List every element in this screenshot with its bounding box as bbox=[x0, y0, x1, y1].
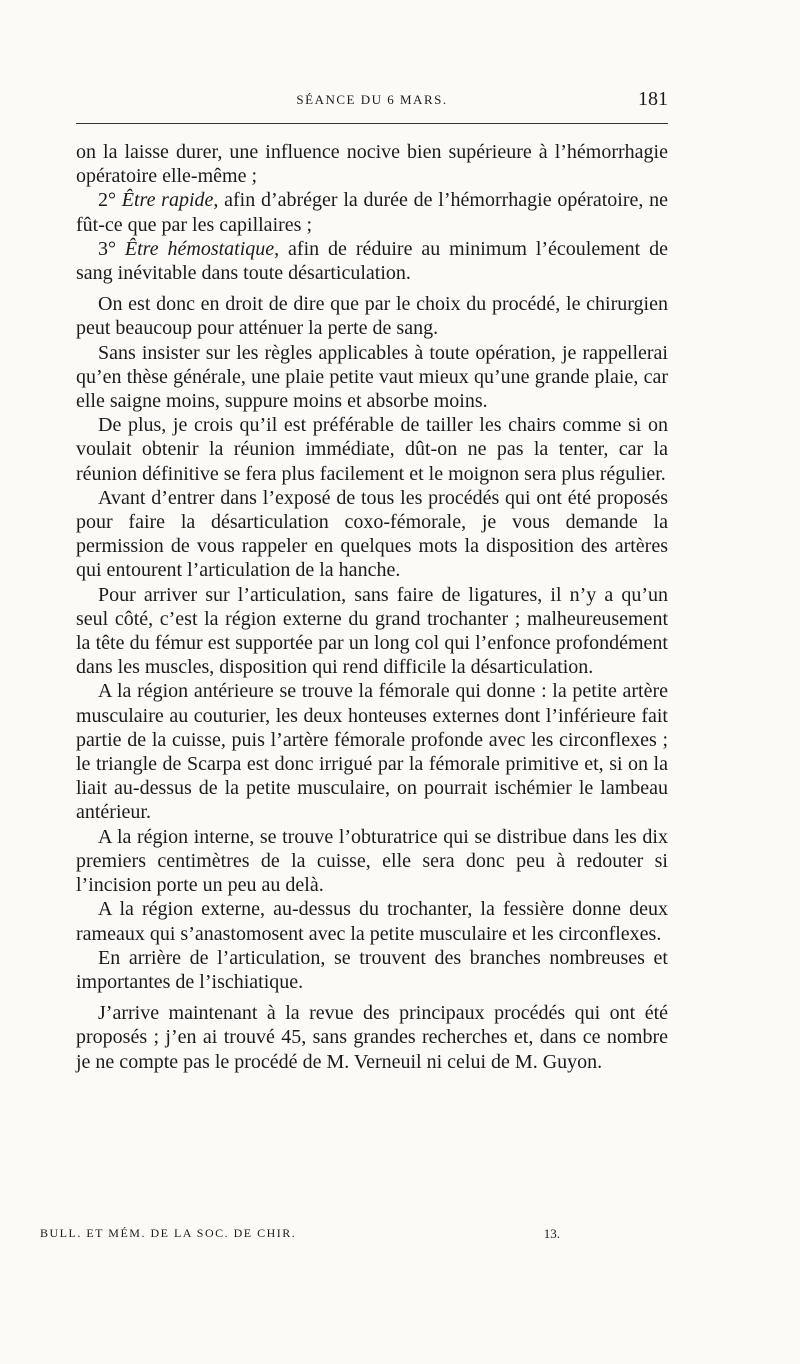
emphasis: Être hémostatique bbox=[124, 237, 275, 260]
header-rule bbox=[76, 123, 668, 124]
list-number: 3° bbox=[98, 237, 125, 260]
page-footer bbox=[40, 1226, 560, 1241]
journal-title: BULL. ET MÉM. DE LA SOC. DE CHIR. bbox=[40, 1226, 297, 1240]
paragraph-list-item-3 bbox=[76, 237, 668, 285]
paragraph: Sans insister sur les règles applicables à toute opération, je rappellerai qu’en thèse générale, une plaie petite vaut mieux qu’une grande plaie, car elle saigne moins, suppure moins et absorbe moins. bbox=[76, 341, 668, 413]
paragraph: A la région externe, au-dessus du trochanter, la fessière donne deux rameaux qui s’anastomosent avec la petite musculaire et les circonflexes. bbox=[76, 898, 668, 945]
paragraph: En arrière de l’articulation, se trouvent des branches nombreuses et importantes de l’ischiatique. bbox=[76, 946, 668, 993]
paragraph: A la région interne, se trouve l’obturatrice qui se distribue dans les dix premiers centimètres de la cuisse, elle sera donc peu à redouter si l’incision porte un peu au delà. bbox=[76, 825, 668, 897]
paragraph: Avant d’entrer dans l’exposé de tous les procédés qui ont été proposés pour faire la désarticulation coxo-fémorale, je vous demande la permission de vous rappeler en quelques mots la disposition des artères qui entourent l’articulation de la hanche. bbox=[76, 486, 668, 582]
paragraph: Pour arriver sur l’articulation, sans faire de ligatures, il n’y a qu’un seul côté, c’est la région externe du grand trochanter ; malheureusement la tête du fémur est supportée par un long col qui l’enfonce profondément dans les muscles, disposition qui rend difficile la désarticulation. bbox=[76, 583, 668, 679]
paragraph: On est donc en droit de dire que par le choix du procédé, le chirurgien peut beaucoup pour atténuer la perte de sang. bbox=[76, 293, 668, 340]
paragraph: De plus, je crois qu’il est préférable de tailler les chairs comme si on voulait obtenir la réunion immédiate, dût-on ne pas la tenter, car la réunion définitive se fera plus facilement et le moignon sera plus régulier. bbox=[76, 414, 668, 485]
list-number: 2° bbox=[98, 189, 122, 212]
paragraph: on la laisse durer, une influence nocive bien supérieure à l’hémorrhagie opératoire elle-même ; bbox=[76, 141, 668, 188]
paragraph: A la région antérieure se trouve la fémorale qui donne : la petite artère musculaire au couturier, les deux honteuses externes dont l’inférieure fait partie de la cuisse, puis l’artère fémorale profonde avec les circonflexes ; le triangle de Scarpa est donc irrigué par la fémorale primitive et, si on la liait au-dessus de la petite musculaire, on pourrait ischémier le lambeau antérieur. bbox=[76, 680, 668, 824]
page-number: 181 bbox=[638, 88, 668, 110]
signature-mark: 13. bbox=[543, 1226, 560, 1241]
paragraph: J’arrive maintenant à la revue des principaux procédés qui ont été proposés ; j’en ai trouvé 45, sans grandes recherches et, dans ce nombre je ne compte pas le procédé de M. Verneuil ni celui de M. Guyon. bbox=[76, 1002, 668, 1073]
body-text bbox=[76, 140, 668, 1074]
paragraph-rest: , afin d’abréger la durée de l’hémorrhagie opératoire, ne fût-ce que par les capillaires ; bbox=[76, 189, 668, 236]
paragraph-rest: , afin de réduire au minimum l’écoulement de sang inévitable dans toute désarticulation. bbox=[76, 237, 668, 285]
running-title: SÉANCE DU 6 MARS. bbox=[296, 92, 448, 107]
emphasis: Être rapide bbox=[121, 189, 214, 212]
paragraph-list-item-2 bbox=[76, 188, 668, 236]
page-header bbox=[76, 88, 668, 118]
